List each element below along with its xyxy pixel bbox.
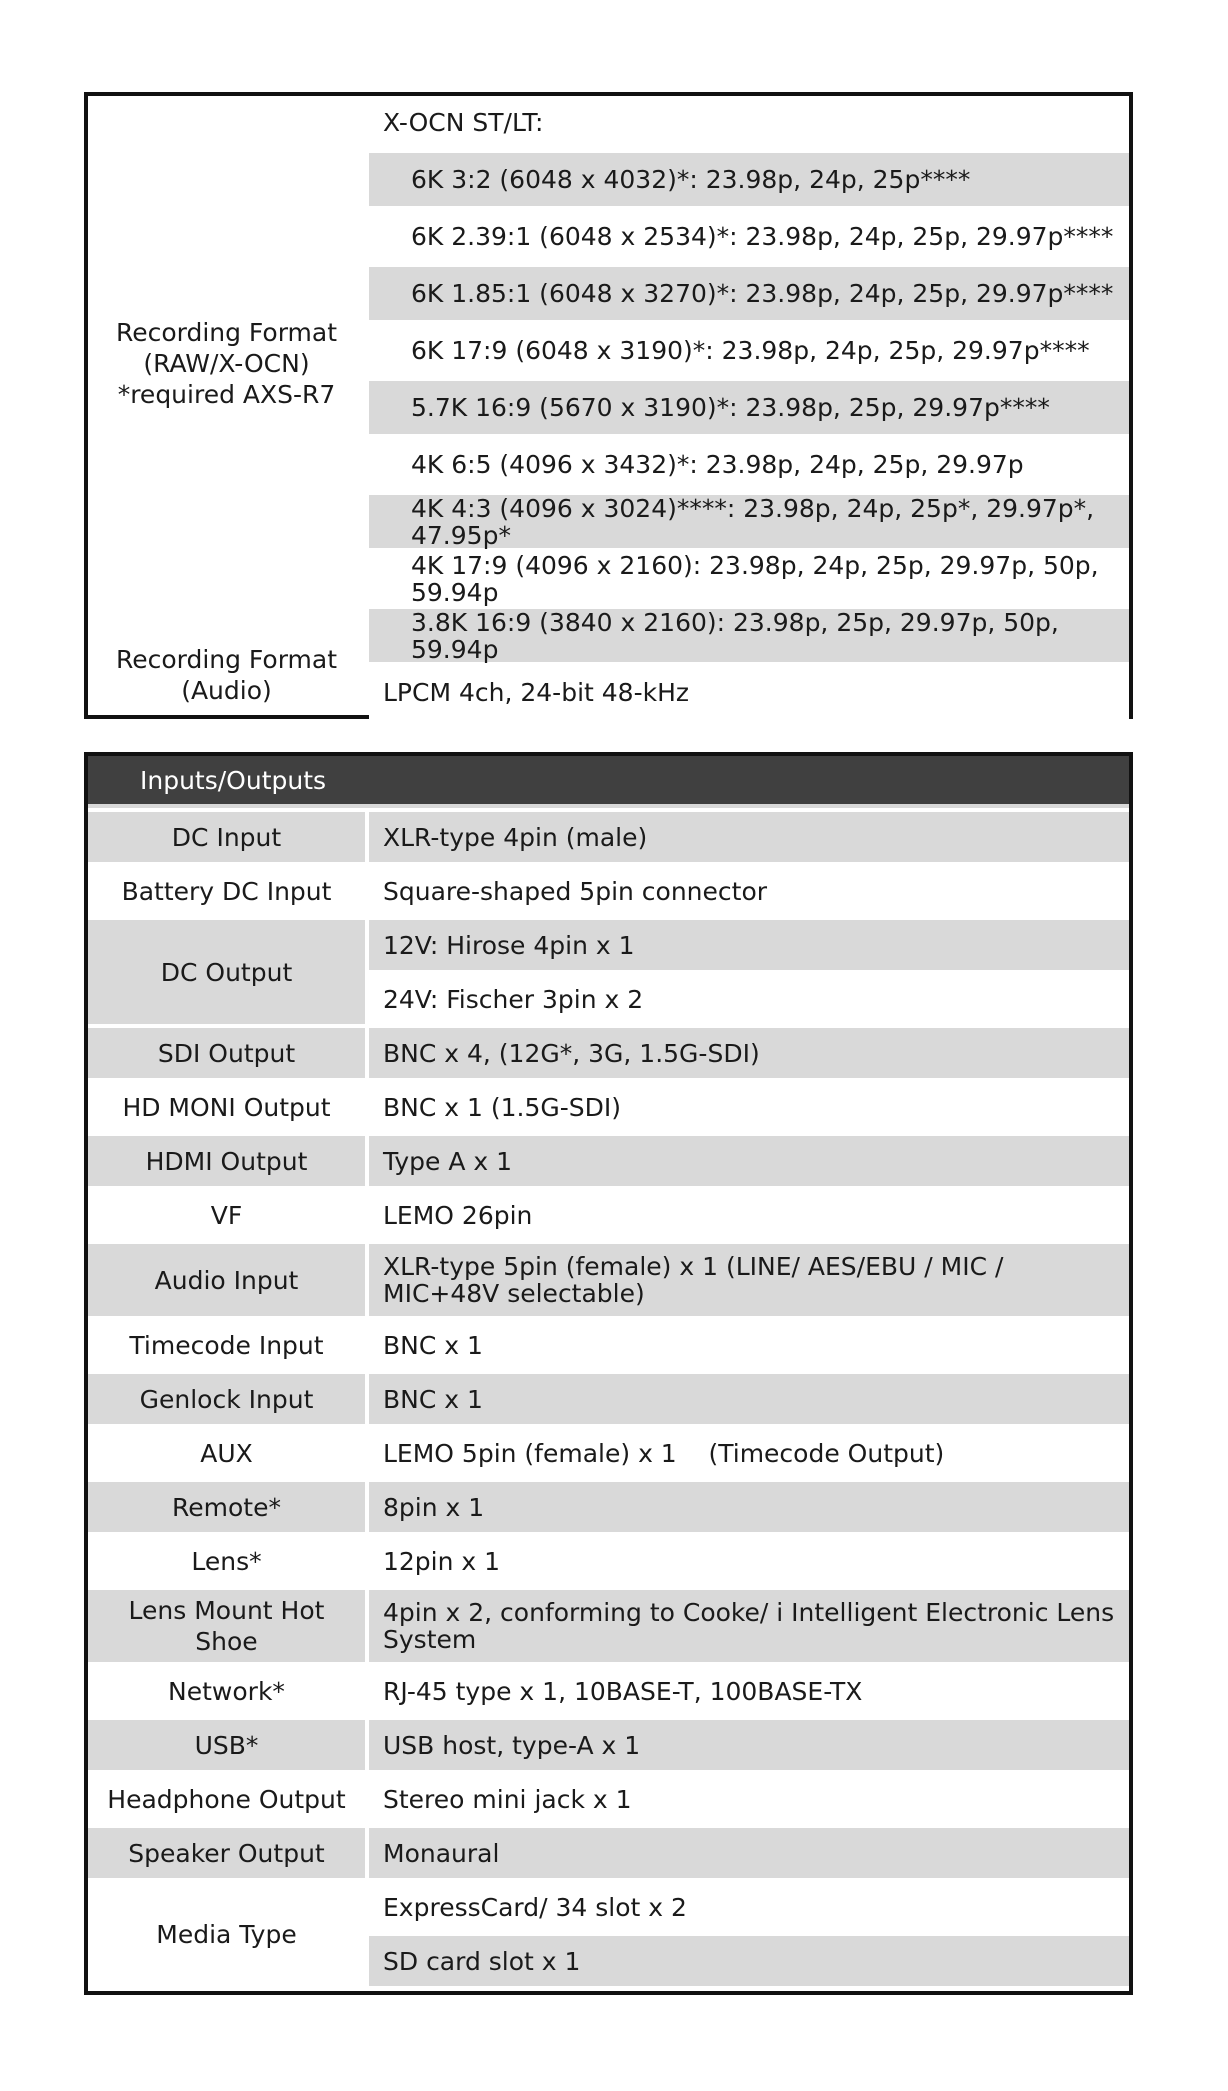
table-row (88, 1136, 1129, 1186)
row-value: 8pin x 1 (369, 1482, 1129, 1532)
row-label: Speaker Output (88, 1828, 365, 1878)
row-value: LEMO 26pin (369, 1190, 1129, 1240)
label-line: Recording Format (115, 318, 338, 347)
row-value: Square-shaped 5pin connector (369, 866, 1129, 916)
recording-format-video-label (88, 96, 365, 631)
table-row (88, 1536, 1129, 1586)
row-label: Remote* (88, 1482, 365, 1532)
row-label: Network* (88, 1666, 365, 1716)
table-row (88, 1374, 1129, 1424)
row-label: SDI Output (88, 1028, 365, 1078)
table-row (88, 920, 1129, 1024)
row-value: BNC x 1 (369, 1320, 1129, 1370)
row-label: Lens Mount Hot Shoe (88, 1590, 365, 1662)
table-row (88, 1028, 1129, 1078)
table-row (88, 1482, 1129, 1532)
row-value: Stereo mini jack x 1 (369, 1774, 1129, 1824)
table-row (88, 1320, 1129, 1370)
table-row (88, 812, 1129, 862)
recording-format-table (84, 92, 1133, 719)
row-value: Type A x 1 (369, 1136, 1129, 1186)
table-row (88, 1082, 1129, 1132)
table-row (88, 1774, 1129, 1824)
row-value: RJ-45 type x 1, 10BASE-T, 100BASE-TX (369, 1666, 1129, 1716)
row-label: DC Output (88, 920, 365, 1024)
row-label: AUX (88, 1428, 365, 1478)
format-value: 4K 6:5 (4096 x 3432)*: 23.98p, 24p, 25p, 29.97p (369, 438, 1129, 491)
row-label: Battery DC Input (88, 866, 365, 916)
row-value: SD card slot x 1 (369, 1936, 1129, 1986)
row-value: 12V: Hirose 4pin x 1 (369, 920, 1129, 970)
row-value: XLR-type 5pin (female) x 1 (LINE/ AES/EBU / MIC / MIC+48V selectable) (369, 1244, 1129, 1316)
row-value: BNC x 1 (369, 1374, 1129, 1424)
row-value: XLR-type 4pin (male) (369, 812, 1129, 862)
format-value: 5.7K 16:9 (5670 x 3190)*: 23.98p, 25p, 29.97p**** (369, 381, 1129, 434)
table-row (88, 1720, 1129, 1770)
table-row (88, 1428, 1129, 1478)
row-value: 24V: Fischer 3pin x 2 (369, 974, 1129, 1024)
row-label: Lens* (88, 1536, 365, 1586)
row-label: Headphone Output (88, 1774, 365, 1824)
row-value: ExpressCard/ 34 slot x 2 (369, 1882, 1129, 1932)
row-label: DC Input (88, 812, 365, 862)
row-label: Timecode Input (88, 1320, 365, 1370)
label-line: (Audio) (181, 676, 272, 705)
row-value: USB host, type-A x 1 (369, 1720, 1129, 1770)
row-value: Monaural (369, 1828, 1129, 1878)
row-value: BNC x 1 (1.5G-SDI) (369, 1082, 1129, 1132)
table-row (88, 1190, 1129, 1240)
recording-format-audio-label (88, 631, 365, 719)
row-label: Audio Input (88, 1244, 365, 1316)
label-line: Recording Format (115, 645, 338, 674)
row-value: 12pin x 1 (369, 1536, 1129, 1586)
row-label: Media Type (88, 1882, 365, 1986)
row-value: 4pin x 2, conforming to Cooke/ i Intelligent Electronic Lens System (369, 1590, 1129, 1662)
format-value: 4K 4:3 (4096 x 3024)****: 23.98p, 24p, 25p*, 29.97p*, 47.95p* (369, 495, 1129, 548)
inputs-outputs-table (84, 752, 1133, 1995)
label-line: (RAW/X-OCN) (143, 349, 310, 378)
format-value: 6K 3:2 (6048 x 4032)*: 23.98p, 24p, 25p**** (369, 153, 1129, 206)
row-value: BNC x 4, (12G*, 3G, 1.5G-SDI) (369, 1028, 1129, 1078)
section-header: Inputs/Outputs (88, 756, 1129, 808)
table-row (88, 866, 1129, 916)
table-row (88, 1244, 1129, 1316)
format-value: 6K 17:9 (6048 x 3190)*: 23.98p, 24p, 25p, 29.97p**** (369, 324, 1129, 377)
format-value: 4K 17:9 (4096 x 2160): 23.98p, 24p, 25p, 29.97p, 50p, 59.94p (369, 552, 1129, 605)
table-row (88, 1590, 1129, 1662)
row-label: VF (88, 1190, 365, 1240)
format-value: 3.8K 16:9 (3840 x 2160): 23.98p, 25p, 29.97p, 50p, 59.94p (369, 609, 1129, 662)
row-label: USB* (88, 1720, 365, 1770)
row-label: HD MONI Output (88, 1082, 365, 1132)
row-label: HDMI Output (88, 1136, 365, 1186)
table-row (88, 1666, 1129, 1716)
format-value: 6K 1.85:1 (6048 x 3270)*: 23.98p, 24p, 25p, 29.97p**** (369, 267, 1129, 320)
label-line: *required AXS-R7 (117, 380, 336, 409)
table-row (88, 1882, 1129, 1986)
format-value: X-OCN ST/LT: (369, 96, 1129, 149)
format-value: 6K 2.39:1 (6048 x 2534)*: 23.98p, 24p, 25p, 29.97p**** (369, 210, 1129, 263)
row-label: Genlock Input (88, 1374, 365, 1424)
row-value: LEMO 5pin (female) x 1 (Timecode Output) (369, 1428, 1129, 1478)
audio-format-value: LPCM 4ch, 24-bit 48-kHz (369, 666, 1129, 719)
table-row (88, 1828, 1129, 1878)
